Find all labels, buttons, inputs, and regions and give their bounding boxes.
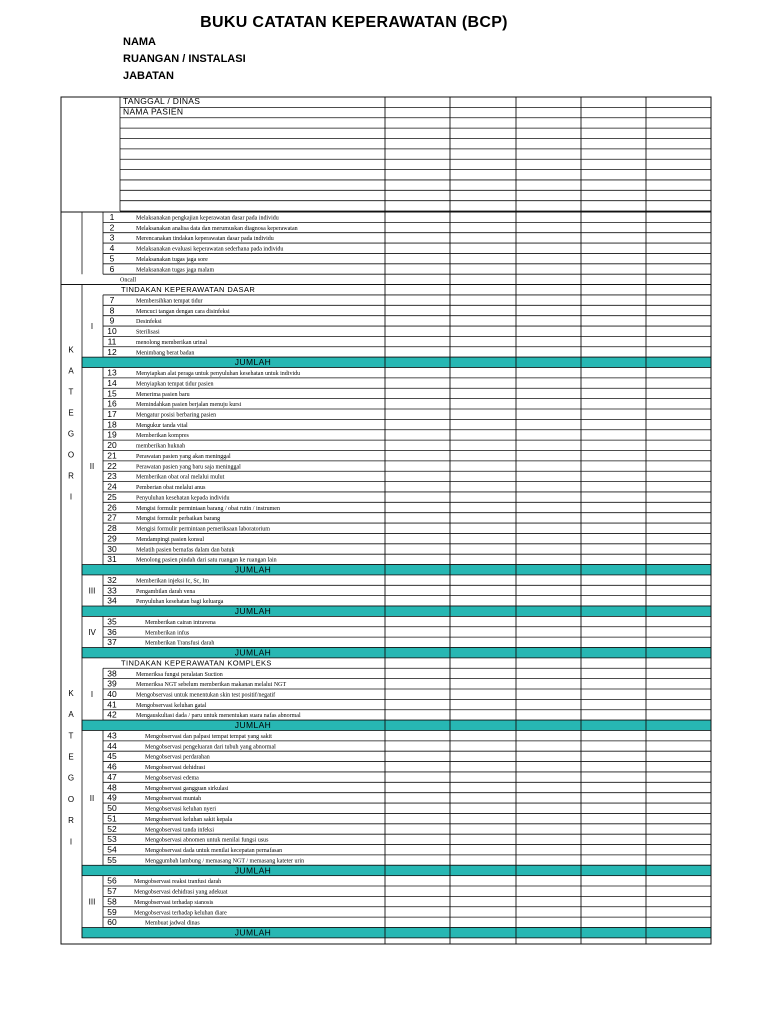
row-number: 8 [109,305,115,316]
row-number: 3 [109,232,115,243]
row-number: 47 [107,771,117,782]
task-label: Menerima pasien baru [136,391,190,398]
row-number: 27 [107,512,117,523]
task-label: Memindahkan pasien berjalan menuju kursi [136,402,242,409]
roman-numeral: II [89,793,95,803]
roman-numeral: III [88,586,96,596]
roman-numeral: I [90,322,94,332]
row-number: 15 [107,388,117,399]
roman-numeral: I [90,690,94,700]
task-label: Mengobservasi tanda infeksi [145,827,214,834]
row-number: 12 [107,346,117,357]
row-number: 22 [107,460,117,471]
row-number: 6 [109,263,115,274]
task-label: memberikan huknah [136,443,186,450]
row-number: 60 [107,917,117,928]
task-label: Mengobservasi keluhan nyeri [145,806,216,813]
task-label: Mengobservasi dehidrasi [145,765,206,772]
row-number: 36 [107,626,117,637]
task-label: Mendampingi pasien konsul [136,536,204,543]
row-number: 18 [107,419,117,430]
oncall-label: Oncall [120,277,136,284]
row-number: 44 [107,740,117,751]
task-label: Mengobservasi keluhan sakit kepala [145,816,233,823]
task-label: Mengauskultasi dada / paru untuk menentukan suara nafas abnormal [136,713,301,720]
jumlah-label: JUMLAH [234,927,272,938]
jumlah-label: JUMLAH [234,865,272,876]
row-number: 33 [107,585,117,596]
row-number: 17 [107,409,117,419]
row-number: 55 [107,854,117,865]
jumlah-band [82,357,711,367]
field-label-jabatan: JABATAN [123,70,174,82]
task-label: Menyiapkan tempat tidur pasien [136,381,214,388]
row-number: 52 [107,823,117,834]
task-label: Menggumbah lambung / memasang NGT / memasang kateter urin [145,858,305,865]
row-number: 20 [107,440,117,451]
task-label: Mengobservasi gangguan sirkulasi [145,785,229,792]
row-number: 19 [107,429,117,440]
task-label: Pemberian obat melalui anus [136,485,206,492]
kategori-letter: T [68,387,74,397]
jumlah-label: JUMLAH [234,564,272,575]
task-label: Melatih pasien bernafas dalam dan batuk [136,547,235,554]
task-label: Mencuci tangan dengan cara disinfeksi [136,308,230,315]
task-label: Mengobservasi keluhan gatal [136,702,207,709]
row-number: 23 [107,471,117,482]
task-label: Memberikan infus [145,630,190,637]
task-label: Mengobservasi perdarahan [145,754,210,761]
kategori-letter: K [68,688,74,698]
task-label: Mengobservasi dada untuk menilai kecepatan pernafasan [145,848,283,855]
task-label: Perawatan pasien yang baru saja meninggal [136,464,241,471]
task-label: Mengisi formulir perbaikan barang [136,516,221,523]
row-number: 50 [107,803,117,814]
row-number: 16 [107,398,117,409]
row-number: 35 [107,616,117,627]
kategori-letter: E [68,408,74,418]
jumlah-band [82,606,711,616]
row-number: 56 [107,875,117,886]
row-number: 57 [107,886,117,897]
task-label: menolong memberikan urinal [136,339,207,346]
task-label: Sterilisasi [136,329,160,336]
task-label: Memberikan obat oral melalui mulut [136,474,225,481]
task-label: Mengobservasi pengeluaran dari tubuh yang abnormal [145,744,276,751]
task-label: Mengobservasi terhadap keluhan diare [134,910,227,917]
row-number: 53 [107,834,117,845]
jumlah-band [82,928,711,938]
row-number: 4 [109,243,115,254]
task-label: Perawatan pasien yang akan meninggal [136,453,231,460]
row-number: 58 [107,896,117,907]
row-number: 7 [109,294,115,305]
field-label-nama: NAMA [123,36,156,48]
row-number: 38 [107,668,117,679]
task-label: Mengobservasi dan palpasi tempat tempat yang sakit [145,733,272,740]
row-number: 41 [107,699,117,710]
task-label: Memeriksa NGT sebelum memberikan makanan melalui NGT [136,682,287,689]
task-label: Pengambilan darah vena [136,588,195,595]
task-label: Mengobservasi abnomen untuk menilai fungsi usus [145,837,269,844]
row-number: 13 [107,367,117,378]
task-label: Mengobservasi reaksi tranfusi darah [134,879,222,886]
task-label: Penyuluhan kesehatan bagi keluarga [136,599,224,606]
section-title: TINDAKAN KEPERAWATAN KOMPLEKS [121,658,272,668]
row-number: 45 [107,751,117,762]
field-label-ruangan: RUANGAN / INSTALASI [123,53,246,65]
jumlah-band [82,565,711,575]
kategori-letter: R [68,816,74,826]
roman-numeral: IV [88,627,96,637]
row-number: 59 [107,906,117,917]
label-tanggal-dinas: TANGGAL / DINAS [123,96,201,106]
row-number: 9 [109,315,115,326]
row-number: 39 [107,678,117,689]
row-number: 49 [107,792,117,803]
row-number: 26 [107,502,117,513]
row-number: 31 [107,554,117,565]
kategori-letter: I [69,492,73,502]
jumlah-band [82,648,711,658]
task-label: Desinfeksi [136,319,162,326]
row-number: 54 [107,844,117,855]
row-number: 14 [107,377,117,388]
jumlah-label: JUMLAH [234,606,272,617]
task-label: Mengatur posisi berbaring pasien [136,412,217,419]
row-number: 28 [107,523,117,534]
task-label: Mengisi formulir permintaan pemeriksaan laboratorium [136,526,270,533]
jumlah-label: JUMLAH [234,720,272,731]
row-number: 42 [107,709,117,720]
task-label: Merencanakan tindakan keperawatan dasar pada individu [136,236,274,243]
page-title: BUKU CATATAN KEPERAWATAN (BCP) [200,14,508,31]
kategori-letter: G [67,773,75,783]
task-label: Mengobservasi terhadap sianosis [134,899,214,906]
kategori-letter: O [67,450,75,460]
task-label: Mengobservasi untuk menentukan skin test positif/negatif [136,692,276,699]
task-label: Memberikan cairan intravena [145,619,216,626]
row-number: 11 [107,336,117,347]
jumlah-band [82,865,711,875]
roman-numeral: II [89,462,95,472]
roman-numeral: III [88,897,96,907]
task-label: Mengobservasi muntah [145,796,202,803]
task-label: Menyiapkan alat peraga untuk penyuluhan kesehatan untuk individu [136,371,301,378]
task-label: Membersihkan tempat tidur [136,298,203,305]
label-nama-pasien: NAMA PASIEN [123,106,184,117]
row-number: 37 [107,637,117,648]
row-number: 24 [107,481,117,492]
task-label: Memberikan kompres [136,433,189,440]
task-label: Memberikan injeksi Ic, Sc, Im [136,578,209,585]
row-number: 43 [107,730,117,741]
task-label: Mengobservasi edema [145,775,199,782]
kategori-letter: A [68,366,74,376]
task-label: Mengukur tanda vital [136,422,188,429]
kategori-letter: A [68,710,74,720]
row-number: 40 [107,688,117,699]
row-number: 51 [107,813,117,824]
row-number: 2 [109,222,115,233]
row-number: 25 [107,491,117,502]
kategori-letter: R [68,471,74,481]
row-number: 46 [107,761,117,772]
task-label: Melaksanakan tugas jaga malam [136,267,215,274]
row-number: 21 [107,450,117,461]
task-label: Melaksanakan analisa data dan merumuskan diagnosa keperawatan [136,225,298,232]
task-label: Mengobservasi dehidrasi yang adekuat [134,889,228,896]
jumlah-label: JUMLAH [234,647,272,658]
task-label: Melaksanakan evaluasi keperawatan sederhana pada individu [136,246,284,253]
row-number: 48 [107,782,117,793]
task-label: Memeriksa fungsi peralatan Suction [136,671,223,678]
task-label: Menimbang berat badan [136,350,195,357]
kategori-letter: K [68,345,74,355]
row-number: 10 [107,326,117,337]
row-number: 29 [107,533,117,544]
task-label: Menolong pasien pindah dari satu ruangan ke ruangan lain [136,557,277,564]
row-number: 34 [107,595,117,606]
kategori-letter: E [68,752,74,762]
task-label: Membuat jadwal dinas [145,920,200,927]
kategori-letter: I [69,837,73,847]
row-number: 30 [107,543,117,554]
kategori-letter: G [67,429,75,439]
task-label: Mengisi formulir permintaan barang / obat rutin / instrumen [136,505,280,512]
row-number: 5 [109,253,115,264]
section-title: TINDAKAN KEPERAWATAN DASAR [121,285,256,295]
task-label: Memberikan Transfusi darah [145,640,215,647]
row-number: 1 [109,211,115,222]
kategori-letter: O [67,794,75,804]
jumlah-band [82,720,711,730]
task-label: Penyuluhan kesehatan kepada individu [136,495,230,502]
kategori-letter: T [68,731,74,741]
task-label: Melaksanakan pengkajian keperawatan dasar pada individu [136,215,279,222]
task-label: Melaksanakan tugas jaga sore [136,256,208,263]
jumlah-label: JUMLAH [234,357,272,368]
row-number: 32 [107,574,117,585]
